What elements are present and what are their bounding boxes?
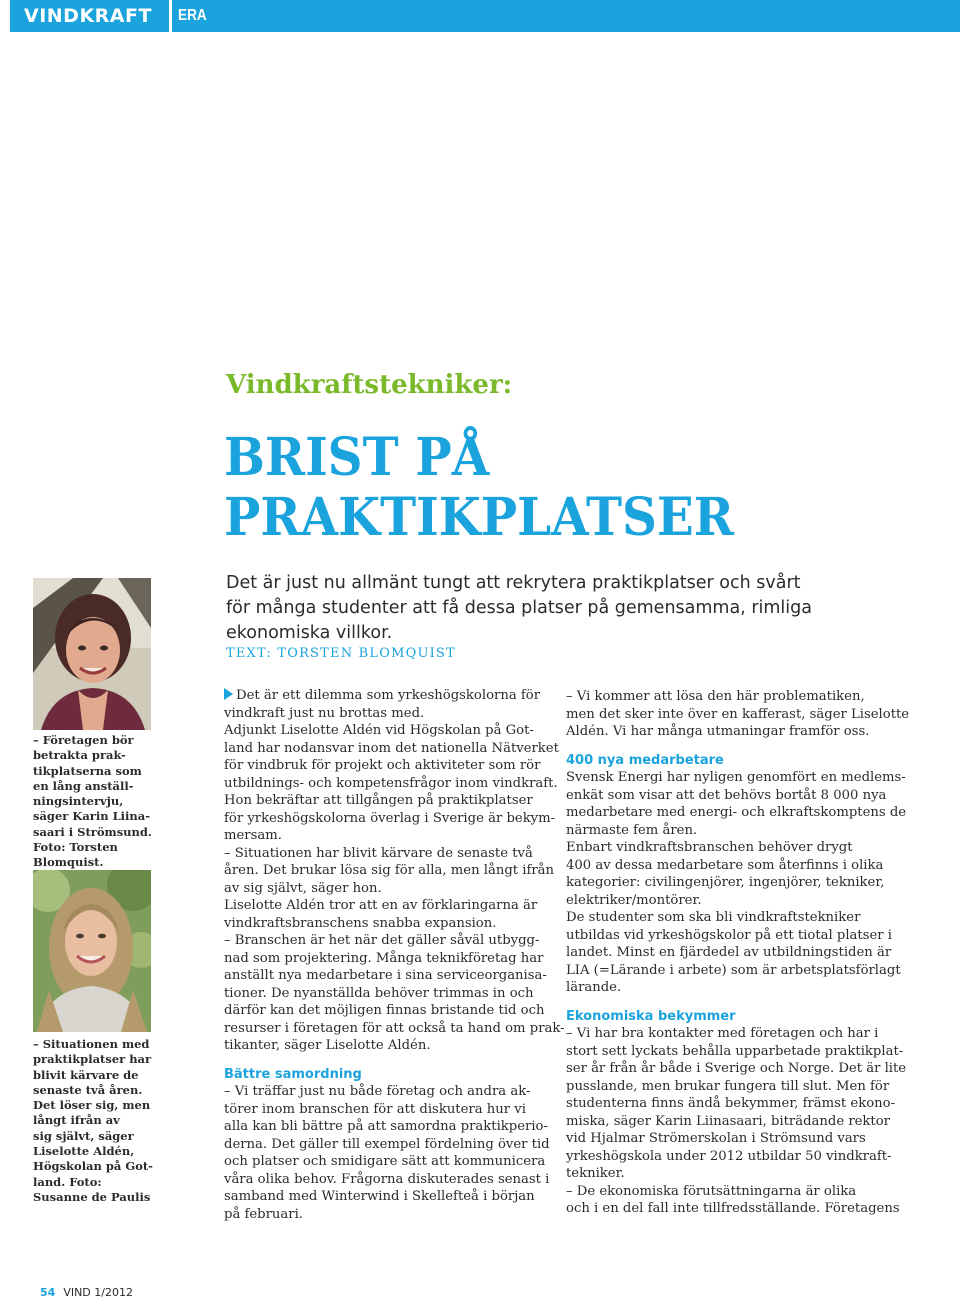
body-line: land har nodansvar inom det nationella Nätverket bbox=[224, 740, 559, 756]
body-line-text: Det är ett dilemma som yrkeshögskolorna för bbox=[236, 688, 540, 703]
body-line: studenterna finns ändå bekymmer, främst ekono- bbox=[566, 1096, 896, 1111]
body-line: tikanter, säger Liselotte Aldén. bbox=[224, 1038, 431, 1053]
issue-label: VIND 1/2012 bbox=[63, 1286, 133, 1299]
body-line: De studenter som ska bli vindkraftstekniker bbox=[566, 910, 861, 925]
caption-line: ningsintervju, bbox=[33, 794, 124, 809]
article-kicker: Vindkraftstekniker: bbox=[226, 370, 513, 400]
page-footer bbox=[40, 1286, 133, 1299]
photo-caption-karin bbox=[33, 733, 163, 871]
body-line: – Situationen har blivit kärvare de senaste två bbox=[224, 845, 533, 861]
headline-line: PRAKTIKPLATSER bbox=[224, 487, 734, 548]
page-number: 54 bbox=[40, 1286, 56, 1299]
body-line: Enbart vindkraftsbranschen behöver drygt bbox=[566, 840, 853, 855]
body-column-1 bbox=[224, 687, 565, 1223]
article-byline: TEXT: TORSTEN BLOMQUIST bbox=[226, 646, 456, 661]
paragraph-block-3 bbox=[566, 688, 910, 741]
body-line: LIA (=Lärande i arbete) som är arbetsplatsförlagt bbox=[566, 962, 901, 978]
caption-line: saari i Strömsund. bbox=[33, 824, 152, 839]
body-line: yrkeshögskola under 2012 utbildar 50 vindkraft- bbox=[566, 1148, 892, 1164]
body-line: tioner. De nyanställda behöver trimmas in och bbox=[224, 985, 534, 1001]
paragraph-block-2 bbox=[224, 1083, 554, 1223]
ingress-line: Det är just nu allmänt tungt att rekrytera praktikplatser och svårt bbox=[226, 573, 801, 593]
body-line: anställt nya medarbetare i sina serviceorganisa- bbox=[224, 968, 547, 983]
paragraph-block-4 bbox=[566, 769, 907, 997]
body-line: tekniker. bbox=[566, 1166, 625, 1181]
caption-line: Liselotte Aldén, bbox=[33, 1144, 135, 1159]
paragraph-block-5 bbox=[566, 1025, 907, 1218]
caption-line: en lång anställ- bbox=[33, 778, 134, 793]
body-line: landet. Minst en fjärdedel av utbildningstiden är bbox=[566, 945, 892, 960]
ingress-line: för många studenter att få dessa platser på gemensamma, rimliga bbox=[226, 598, 812, 618]
body-line: Aldén. Vi har många utmaningar framför oss. bbox=[566, 724, 870, 739]
subsection-label: ERA bbox=[178, 7, 207, 24]
body-line: – Branschen är het när det gäller såväl utbygg- bbox=[224, 933, 540, 948]
body-line: utbildas vid yrkeshögskolor på ett tiotal platser i bbox=[566, 927, 893, 943]
headline-line: BRIST PÅ bbox=[224, 427, 490, 488]
body-line: av sig självt, säger hon. bbox=[224, 880, 382, 896]
caption-line: praktikplatser har bbox=[33, 1052, 152, 1067]
body-line: Adjunkt Liselotte Aldén vid Högskolan på Got- bbox=[224, 723, 534, 738]
portrait-photo-karin bbox=[33, 578, 151, 730]
body-line: vindkraftsbranschens snabba expansion. bbox=[224, 915, 497, 931]
body-line: mersam. bbox=[224, 828, 282, 843]
body-line: – Vi träffar just nu både företag och andra ak- bbox=[224, 1084, 531, 1099]
body-line: stort sett lyckats behålla upparbetade praktikplat- bbox=[566, 1043, 904, 1059]
caption-line: land. Foto: bbox=[33, 1174, 102, 1189]
body-line: närmaste fem åren. bbox=[566, 822, 698, 838]
body-line: – Vi har bra kontakter med företagen och har i bbox=[566, 1026, 879, 1041]
caption-line: Blomquist. bbox=[33, 855, 104, 870]
body-line: derna. Det gäller till exempel fördelning över tid bbox=[224, 1136, 550, 1152]
caption-line: tikplatserna som bbox=[33, 763, 142, 778]
caption-line: Det löser sig, men bbox=[33, 1098, 151, 1113]
body-line bbox=[224, 687, 554, 705]
ingress-line: ekonomiska villkor. bbox=[226, 623, 393, 643]
body-line: samband med Winterwind i Skellefteå i början bbox=[224, 1189, 535, 1204]
body-line: åren. Det brukar lösa sig för alla, men långt ifrån bbox=[224, 863, 555, 878]
caption-line: Foto: Torsten bbox=[33, 840, 118, 855]
caption-line: senaste två åren. bbox=[33, 1082, 143, 1097]
body-column-2 bbox=[566, 688, 910, 1218]
body-line: ser år från år både i Sverige och Norge. Det är lite bbox=[566, 1061, 907, 1076]
caption-line: blivit kärvare de bbox=[33, 1067, 139, 1082]
body-line: och i en del fall inte tillfredsställande. Företagens bbox=[566, 1201, 900, 1216]
caption-line: säger Karin Liina- bbox=[33, 809, 150, 824]
body-line: och platser och smidigare sätt att kommunicera bbox=[224, 1154, 546, 1169]
body-line: resurser i företagen för att också ta hand om prak- bbox=[224, 1020, 565, 1036]
caption-line: långt ifrån av bbox=[33, 1113, 120, 1128]
body-line: Svensk Energi har nyligen genomfört en medlems- bbox=[566, 770, 906, 785]
body-line: vindkraft just nu brottas med. bbox=[224, 705, 425, 721]
start-marker-icon bbox=[224, 688, 233, 700]
subheading-ekonomiska-bekymmer: Ekonomiska bekymmer bbox=[566, 1008, 736, 1024]
body-line: medarbetare med energi- och elkraftskomptens de bbox=[566, 805, 907, 820]
body-line: Hon bekräftar att tillgången på praktikplatser bbox=[224, 793, 533, 808]
body-line: utbildnings- och kompetensfrågor inom vindkraft. bbox=[224, 775, 558, 791]
body-line: Liselotte Aldén tror att en av förklaringarna är bbox=[224, 898, 538, 913]
body-line: därför kan det möjligen finnas bristande tid och bbox=[224, 1003, 545, 1018]
section-banner bbox=[10, 0, 960, 32]
body-line: enkät som visar att det behövs bortåt 8 000 nya bbox=[566, 787, 887, 803]
body-line: vid Hjalmar Strömerskolan i Strömsund vars bbox=[566, 1131, 866, 1146]
paragraph-block-1 bbox=[224, 687, 565, 1055]
body-line: miska, säger Karin Liinasaari, biträdande rektor bbox=[566, 1113, 890, 1129]
section-label: VINDKRAFT bbox=[24, 5, 152, 27]
body-line: 400 av dessa medarbetare som återfinns i olika bbox=[566, 857, 884, 873]
caption-line: Susanne de Paulis bbox=[33, 1189, 151, 1204]
subheading-battre-samordning: Bättre samordning bbox=[224, 1066, 362, 1082]
body-line: pusslande, men brukar fungera till slut. Men för bbox=[566, 1078, 890, 1094]
body-line: våra olika behov. Frågorna diskuterades senast i bbox=[224, 1171, 550, 1187]
article-headline bbox=[224, 428, 894, 548]
article-ingress bbox=[226, 571, 926, 646]
body-line: nad som projektering. Många teknikföretag har bbox=[224, 950, 544, 966]
caption-line: sig självt, säger bbox=[33, 1128, 134, 1143]
body-line: törer inom branschen för att diskutera hur vi bbox=[224, 1101, 526, 1117]
banner-divider bbox=[169, 0, 172, 32]
body-line: kategorier: civilingenjörer, ingenjörer, tekniker, bbox=[566, 875, 885, 890]
body-line: – Vi kommer att lösa den här problematiken, bbox=[566, 689, 865, 704]
body-line: lärande. bbox=[566, 980, 622, 995]
caption-line: – Företagen bör bbox=[33, 733, 134, 747]
body-line: för yrkeshögskolorna överlag i Sverige är bekym- bbox=[224, 810, 556, 826]
body-line: men det sker inte över en kafferast, säger Liselotte bbox=[566, 706, 910, 722]
body-line: elektriker/montörer. bbox=[566, 892, 702, 908]
portrait-photo-liselotte bbox=[33, 870, 151, 1032]
caption-line: betrakta prak- bbox=[33, 748, 126, 763]
body-line: för vindbruk för projekt och aktiviteter som rör bbox=[224, 758, 541, 773]
body-line: alla kan bli bättre på att samordna praktikperio- bbox=[224, 1119, 548, 1134]
caption-line: – Situationen med bbox=[33, 1037, 150, 1051]
body-line: – De ekonomiska förutsättningarna är olika bbox=[566, 1183, 857, 1199]
photo-caption-liselotte bbox=[33, 1037, 163, 1205]
subheading-400-nya-medarbetare: 400 nya medarbetare bbox=[566, 752, 724, 768]
caption-line: Högskolan på Got- bbox=[33, 1159, 153, 1174]
body-line: på februari. bbox=[224, 1206, 303, 1222]
